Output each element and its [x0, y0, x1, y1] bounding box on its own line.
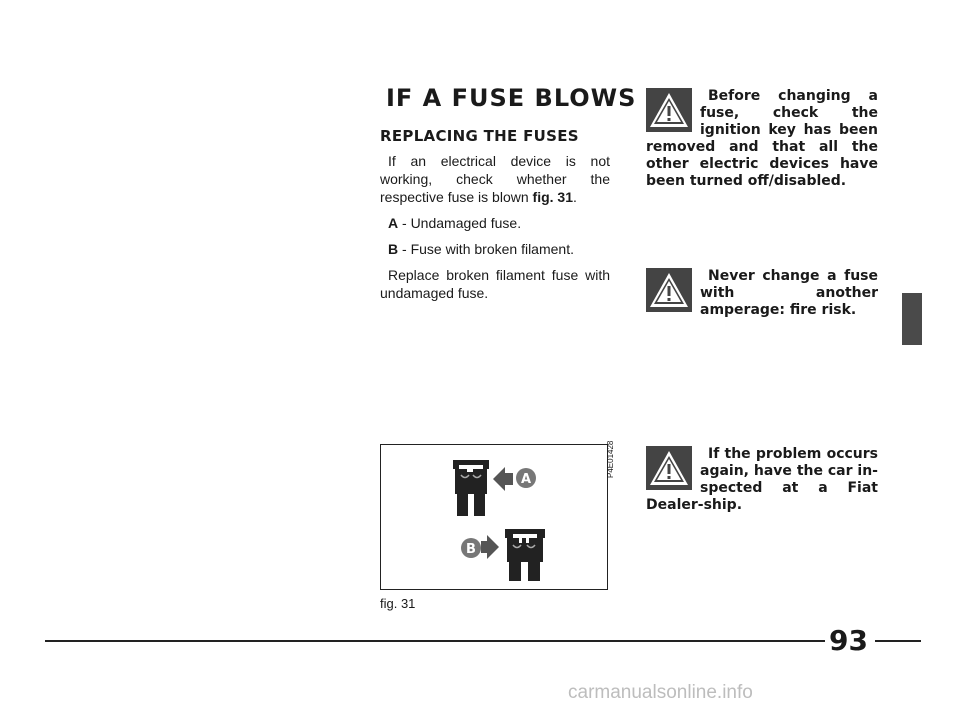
arrow-a-icon: [493, 467, 536, 491]
body-text: [380, 152, 610, 310]
paragraph-intro: If an electrical device is not working, check whether the respective fuse is blown fig. 31.: [380, 153, 610, 205]
item-b: B - Fuse with broken filament.: [388, 241, 574, 257]
label-a: A: [520, 472, 532, 487]
paragraph-replace: Replace broken filament fuse with undamaged fuse.: [380, 267, 610, 301]
figure-code: P4E01428: [606, 440, 615, 478]
fig-reference: fig. 31: [532, 189, 573, 205]
item-a: A - Undamaged fuse.: [388, 215, 522, 231]
warning-block-2: Never change a fuse with another amperage: fire risk.: [646, 268, 878, 319]
warning-block-1: Before changing a fuse, check the ignition key has been removed and that all the other electric devices have been turned off/disabled.: [646, 88, 878, 189]
label-b: B: [466, 542, 476, 557]
section-heading: REPLACING THE FUSES: [380, 127, 579, 145]
warning-block-3: If the problem occurs again, have the car in-spected at a Fiat Dealer-ship.: [646, 446, 878, 513]
footer-rule-right: [875, 640, 921, 642]
warning-triangle-icon: [646, 88, 692, 132]
figure-caption: fig. 31: [380, 596, 416, 611]
page-title: IF A FUSE BLOWS: [386, 84, 637, 112]
section-tab-marker: [902, 293, 922, 345]
fuse-a-icon: [453, 460, 489, 516]
fuse-illustration: [381, 445, 607, 589]
figure-fuses: [380, 444, 608, 590]
warning-triangle-icon: [646, 446, 692, 490]
watermark: carmanualsonline.info: [568, 682, 753, 703]
footer-rule: [45, 640, 825, 642]
warning-triangle-icon: [646, 268, 692, 312]
page-number: 93: [829, 624, 868, 657]
fuse-b-icon: [505, 529, 545, 581]
arrow-b-icon: [461, 535, 499, 559]
